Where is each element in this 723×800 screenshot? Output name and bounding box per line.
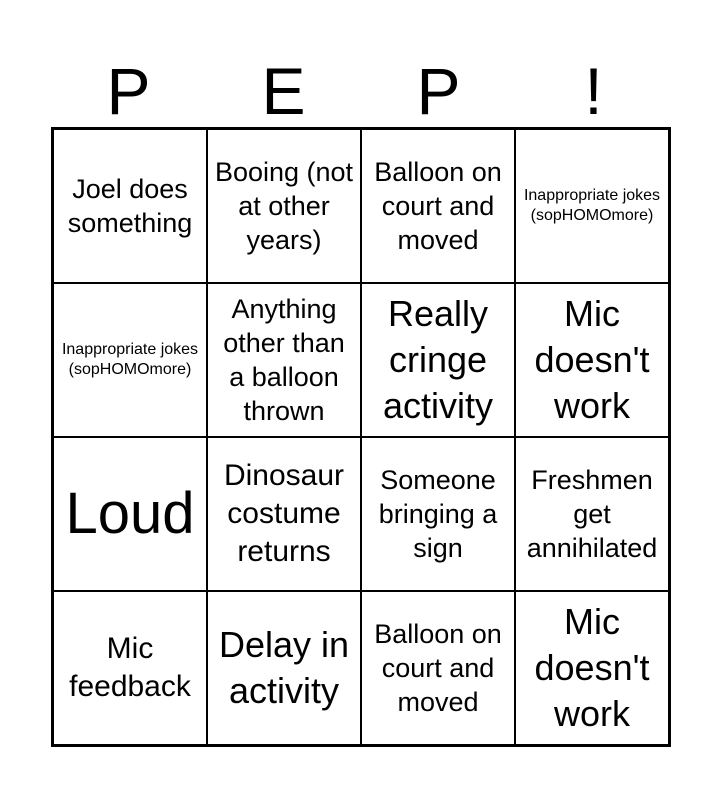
header-letter-2: E [261, 54, 306, 128]
bingo-cell[interactable]: Inappropriate jokes (sopHOMOmore) [515, 129, 669, 283]
bingo-cell[interactable]: Loud [53, 437, 207, 591]
bingo-header [51, 56, 671, 126]
bingo-cell[interactable]: Mic doesn't work [515, 283, 669, 437]
bingo-cell[interactable]: Really cringe activity [361, 283, 515, 437]
bingo-cell[interactable]: Inappropriate jokes (sopHOMOmore) [53, 283, 207, 437]
bingo-cell[interactable]: Mic doesn't work [515, 591, 669, 745]
bingo-cell[interactable]: Balloon on court and moved [361, 129, 515, 283]
bingo-cell[interactable]: Delay in activity [207, 591, 361, 745]
header-letter-1: P [106, 54, 151, 128]
bingo-cell[interactable]: Anything other than a balloon thrown [207, 283, 361, 437]
bingo-cell[interactable]: Mic feedback [53, 591, 207, 745]
bingo-cell[interactable]: Balloon on court and moved [361, 591, 515, 745]
bingo-cell[interactable]: Dinosaur costume returns [207, 437, 361, 591]
header-letter-3: P [416, 54, 461, 128]
bingo-cell[interactable]: Booing (not at other years) [207, 129, 361, 283]
bingo-cell[interactable]: Freshmen get annihilated [515, 437, 669, 591]
bingo-grid [51, 127, 671, 747]
bingo-cell[interactable]: Someone bringing a sign [361, 437, 515, 591]
header-letter-4: ! [584, 54, 603, 128]
bingo-cell[interactable]: Joel does something [53, 129, 207, 283]
